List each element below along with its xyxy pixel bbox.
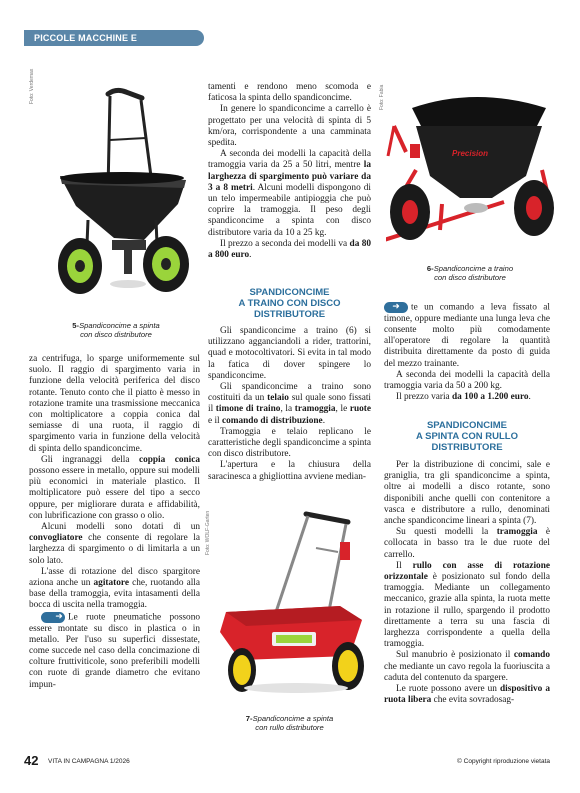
- paragraph: Il rullo con asse di rotazione orizzontale è posizionato sul fondo della tramoggia. Mediante un collegamento meccanico, grazie alla spinta, la ruota mette in rotazione il rullo, spargendo il prodotto direttamente a terra su una fascia di larghezza corrispondente a quella della tramoggia.: [384, 560, 550, 650]
- paragraph: ➜ Le ruote pneumatiche possono essere montate su disco in plastica o in metallo. Per l'uso su superfici dissestate, come succede nel caso della concimazione di colture fruttiviticole, sono preferibili modelli con ruote di grande diametro che evitano impun-: [29, 611, 200, 690]
- figure-6-caption: 6-Spandiconcime a traino con disco distributore: [426, 264, 514, 282]
- paragraph: Sul manubrio è posizionato il comando che mediante un cavo regola la fuoriuscita a caduta del contenuto da spargere.: [384, 650, 550, 683]
- paragraph: Gli spandiconcime a traino sono costituiti da un telaio sul quale sono fissati il timone di traino, la tramoggia, le ruote e il comando di distribuzione.: [208, 382, 372, 426]
- paragraph: A seconda dei modelli la capacità della tramoggia varia da 25 a 50 litri, mentre la larghezza di spargimento può variare da 3 a 8 metri. Alcuni modelli dispongono di un telo impermeabile antipioggia che può coprire la tramoggia. Il peso degli spandiconcime a spinta con disco distributore varia da 10 a 25 kg.: [208, 149, 371, 238]
- paragraph: Per la distribuzione di concimi, sale e graniglia, tra gli spandiconcime a spinta, oltre ai modelli a disco rotante, sono disponibili anche quelli con contenitore a vasca e distributore a rullo, denominati anche spandiconcime lineari a spinta (7).: [384, 460, 550, 527]
- photo-credit: Foto: Verdemax: [29, 68, 35, 104]
- arrow-icon: ➜: [41, 612, 65, 623]
- publication-name: VITA IN CAMPAGNA 1/2026: [48, 758, 130, 765]
- arrow-icon: ➜: [384, 302, 408, 313]
- page-number: 42: [24, 753, 39, 768]
- column-2-bottom: [208, 326, 371, 483]
- paragraph: ➜ te un comando a leva fissato al timone, oppure mediante una lunga leva che consente molto più comodamente all'operatore di regolare la quantità distribuita direttamente da posto di guida del mezzo trainante.: [384, 302, 550, 369]
- copyright-notice: © Copyright riproduzione vietata: [457, 758, 550, 765]
- photo-credit: Foto: WOLF-Garten: [205, 510, 211, 555]
- heading-rullo: SPANDICONCIME A SPINTA CON RULLO DISTRIBUTORE: [415, 420, 519, 453]
- paragraph: Le ruote possono avere un dispositivo a ruota libera che evita sovradosag-: [384, 684, 550, 706]
- paragraph: za centrifuga, lo sparge uniformemente sul suolo. Il raggio di spargimento varia in funzione della velocità periferica del disco rotante. Tenuto conto che il piatto è messo in rotazione tramite una trasmissione meccanica con moltiplicatore a coppia conica dal semiasse di una ruota, il raggio di spargimento varia in funzione della velocità di spinta dello spandiconcime.: [29, 354, 200, 454]
- paragraph: L'asse di rotazione del disco spargitore aziona anche un agitatore che, ruotando alla base della tramoggia, evita intasamenti della bocca di uscita nella tramoggia.: [29, 566, 200, 611]
- photo-credit: Foto: Fabia: [379, 84, 385, 110]
- photo-tow-spreader-disc: [386, 84, 556, 260]
- column-1: [29, 354, 200, 691]
- paragraph: A seconda dei modelli la capacità della tramoggia varia da 50 a 200 kg.: [384, 369, 550, 392]
- paragraph: L'apertura e la chiusura della saracinesca a ghigliottina avviene median-: [208, 460, 371, 482]
- paragraph: Alcuni modelli sono dotati di un convogliatore che consente di regolare la larghezza di spargimento o di limitarla a un solo lato.: [29, 522, 200, 566]
- paragraph: Gli ingranaggi della coppia conica possono essere in metallo, oppure sui modelli più economici in materiale plastico. Il moltiplicatore può essere del tipo a secco oppure, per migliorare durata e affidabilità, con lubrificazione con grasso o olio.: [29, 454, 200, 521]
- column-3-bottom: [384, 460, 550, 706]
- paragraph: tamenti e rendono meno scomoda e faticosa la spinta dello spandiconcime.: [208, 82, 371, 104]
- column-2-top: [208, 82, 371, 261]
- section-tab: PICCOLE MACCHINE E ATTREZZATURE: [24, 30, 204, 46]
- paragraph: In genere lo spandiconcime a carrello è progettato per una velocità di spinta di 5 km/ora, corrispondente a una camminata spedita.: [208, 104, 371, 149]
- paragraph: Il prezzo varia da 100 a 1.200 euro.: [396, 392, 531, 403]
- paragraph: Gli spandiconcime a traino (6) si utilizzano agganciandoli a rider, trattorini, quad e motocoltivatori. Si evita in tal modo la fatica di dover spingere lo spandiconcime.: [208, 326, 371, 381]
- heading-traino: SPANDICONCIME A TRAINO CON DISCO DISTRIBUTORE: [238, 287, 341, 320]
- photo-push-spreader-roller: [212, 508, 370, 708]
- brand-logo: Precision: [452, 149, 489, 158]
- paragraph: Il prezzo a seconda dei modelli va da 80 a 800 euro.: [208, 238, 371, 261]
- paragraph: Su questi modelli la tramoggia è collocata in basso tra le due ruote del carrello.: [384, 527, 550, 560]
- column-3-top: [384, 302, 550, 403]
- figure-7-caption: 7-Spandiconcime a spinta con rullo distributore: [245, 714, 334, 732]
- paragraph: Tramoggia e telaio replicano le caratteristiche degli spandiconcime a spinta con disco distributore.: [208, 426, 371, 460]
- photo-push-spreader-disc: [46, 80, 198, 305]
- figure-5-caption: 5-Spandiconcime a spinta con disco distributore: [72, 321, 160, 339]
